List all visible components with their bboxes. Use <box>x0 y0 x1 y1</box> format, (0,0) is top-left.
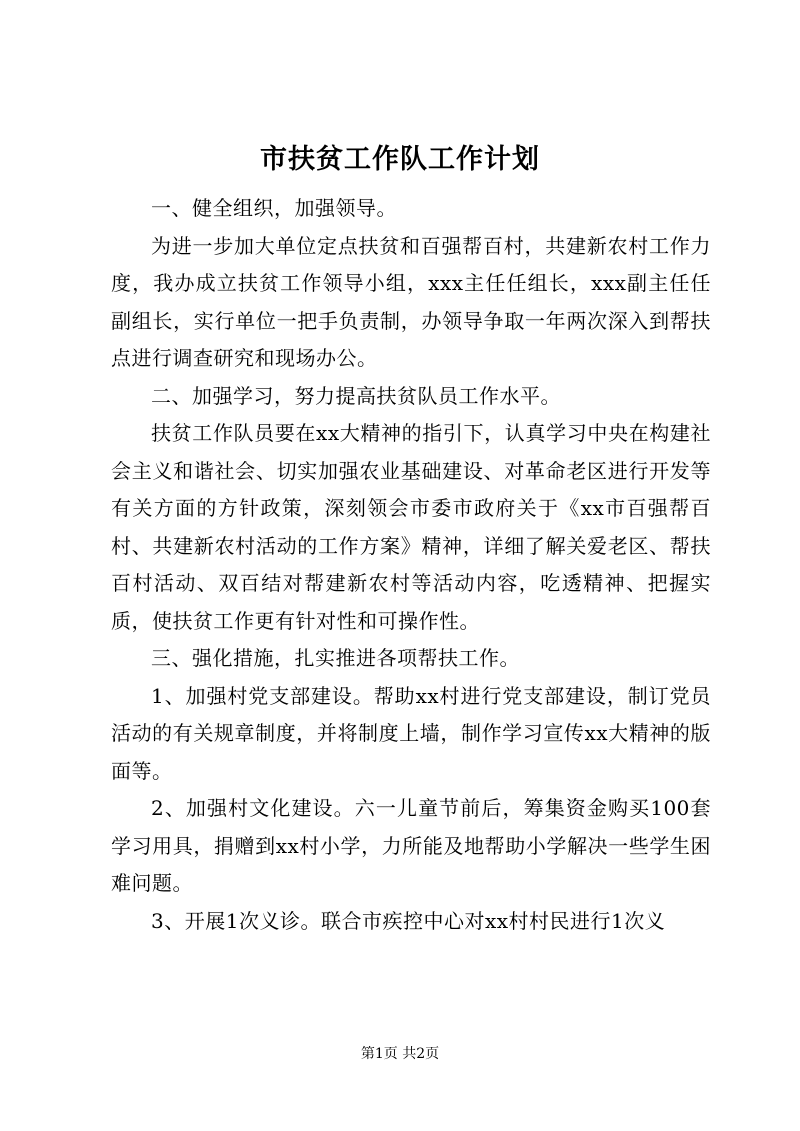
document-body <box>111 190 711 940</box>
paragraph-measure-1: 1、加强村党支部建设。帮助xx村进行党支部建设，制订党员活动的有关规章制度，并将制度上墙，制作学习宣传xx大精神的版面等。 <box>111 683 711 783</box>
page-footer: 第1页 共2页 <box>360 1046 440 1062</box>
section-heading-1: 一、健全组织，加强领导。 <box>151 196 397 220</box>
paragraph-measure-3: 3、开展1次义诊。联合市疾控中心对xx村村民进行1次义 <box>151 908 666 933</box>
section-heading-2: 二、加强学习，努力提高扶贫队员工作水平。 <box>151 383 561 408</box>
section-heading-3: 三、强化措施，扎实推进各项帮扶工作。 <box>151 646 520 670</box>
paragraph-measure-2: 2、加强村文化建设。六一儿童节前后，筹集资金购买100套学习用具，捐赠到xx村小学，力所能及地帮助小学解决一些学生困难问题。 <box>111 796 711 895</box>
paragraph-organization: 为进一步加大单位定点扶贫和百强帮百村，共建新农村工作力度，我办成立扶贫工作领导小组，xxx主任任组长，xxx副主任任副组长，实行单位一把手负责制，办领导争取一年两次深入到帮扶点进行调查研究和现场办公。 <box>111 233 711 370</box>
paragraph-study: 扶贫工作队员要在xx大精神的指引下，认真学习中央在构建社会主义和谐社会、切实加强农业基础建设、对革命老区进行开发等有关方面的方针政策，深刻领会市委市政府关于《xx市百强帮百村、共建新农村活动的工作方案》精神，详细了解关爱老区、帮扶百村活动、双百结对帮建新农村等活动内容，吃透精神、把握实质，使扶贫工作更有针对性和可操作性。 <box>111 421 711 633</box>
document-title: 市扶贫工作队工作计划 <box>260 144 540 175</box>
